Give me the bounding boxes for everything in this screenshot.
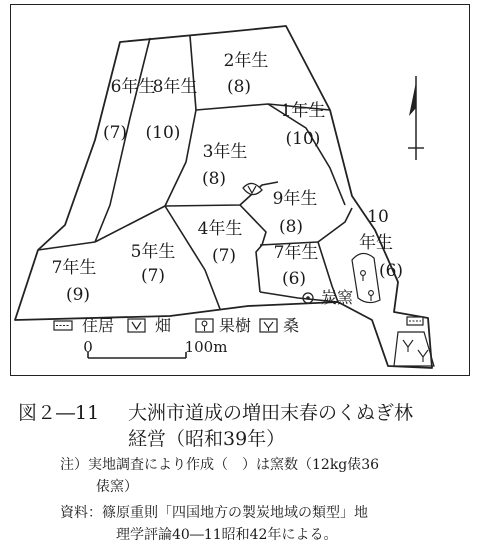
figure-number: 図２―11 [18, 402, 100, 424]
residence-marker [407, 317, 423, 325]
legend-orchard-label: 果樹 [218, 316, 252, 335]
plot-label-year: 7年生 [51, 258, 97, 278]
north-arrow [408, 76, 424, 160]
plot-label-year: 4年生 [197, 219, 243, 239]
plot-label-year: 年生 [359, 233, 393, 253]
legend-residence-label: 住居 [81, 316, 115, 335]
plot-label-year: 8年生 [152, 77, 198, 97]
caption-note-line1: 注）実地調査により作成（ ）は窯数（12kg俵36 [60, 457, 380, 473]
mulberry-area [394, 332, 434, 366]
plot-label-count: (8) [278, 217, 304, 237]
scale-start-label: 0 [83, 338, 93, 356]
caption-source-line1: 資料：篠原重則「四国地方の製炭地域の類型」地 [60, 505, 368, 521]
kiln-label: 炭窯 [320, 288, 354, 307]
plot-label-count: (9) [65, 285, 91, 305]
caption-note-line2: 俵窯） [96, 479, 138, 495]
plot-label-count: (6) [281, 269, 307, 289]
plot-label-count: (7) [140, 266, 166, 286]
caption-title-line2: 経営（昭和39年） [128, 428, 286, 450]
legend-field-label: 畑 [154, 316, 172, 335]
orchard-area [352, 253, 380, 302]
plot-labels [52, 50, 403, 305]
plot-label-year: 1年生 [280, 101, 326, 121]
plot-label-count: (8) [201, 169, 227, 189]
plot-label-year: 7年生 [273, 243, 319, 263]
caption-source-line2: 理学評論40―11昭和42年による。 [116, 527, 338, 543]
plot-label-count: (7) [211, 246, 237, 266]
caption-title-line1: 大洲市道成の増田末春のくぬぎ林 [128, 402, 414, 424]
plot-label-year: 2年生 [223, 51, 269, 71]
plot-label-count: (10) [285, 129, 321, 149]
plot-label-year: 5年生 [130, 242, 176, 262]
plot-label-year: 6年生 [110, 77, 156, 97]
scale-end-label: 100m [184, 338, 228, 356]
legend-mulberry-label: 桑 [282, 316, 300, 335]
plot-label-count: (7) [102, 123, 128, 143]
plot-label-count: (10) [145, 123, 181, 143]
plot-label-year: 9年生 [272, 189, 318, 209]
plot-label-year: 10 [367, 207, 389, 227]
plot-label-year: 3年生 [202, 142, 248, 162]
scale-bar [88, 352, 186, 358]
plot-label-count: (8) [226, 77, 252, 97]
plot-label-count: (6) [378, 261, 404, 281]
field-marker [243, 183, 262, 194]
